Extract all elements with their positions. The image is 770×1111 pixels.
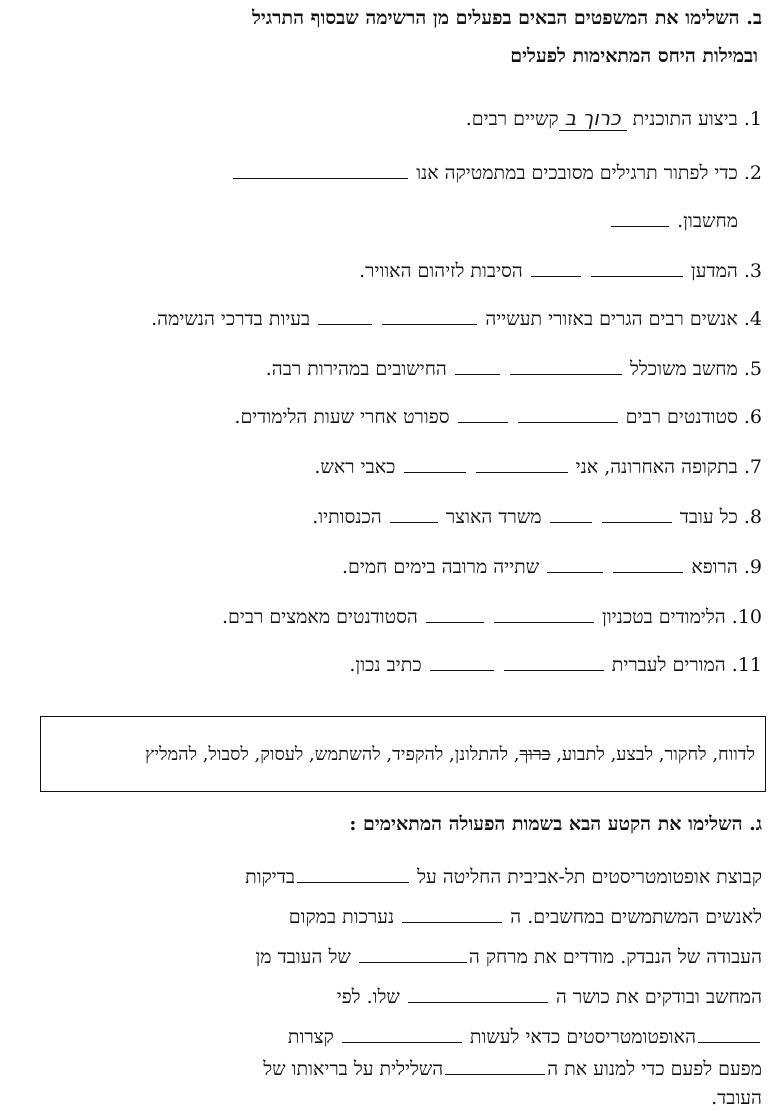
answer-blank[interactable] <box>233 160 408 179</box>
item-text: החישובים במהירות רבה. <box>265 358 447 380</box>
paragraph-line-5 <box>74 1024 762 1049</box>
answer-blank[interactable] <box>455 356 500 375</box>
handwritten-answer: כרוך ב <box>559 106 627 131</box>
answer-blank[interactable] <box>698 1024 760 1043</box>
item-text: סטודנטים רבים <box>625 406 738 428</box>
paragraph-line-1 <box>74 864 762 889</box>
answer-blank[interactable] <box>342 1024 462 1043</box>
answer-blank[interactable] <box>426 604 484 623</box>
answer-blank[interactable] <box>531 258 581 277</box>
paragraph-text: השלילית על בריאותו של <box>263 1058 444 1080</box>
exercise-item-8 <box>312 504 762 529</box>
answer-blank[interactable] <box>550 504 592 523</box>
answer-blank[interactable] <box>494 604 594 623</box>
item-text: ספורט אחרי שעות הלימודים. <box>234 406 450 428</box>
paragraph-text: קצרות <box>287 1026 334 1048</box>
exercise-item-2 <box>231 160 762 185</box>
crossed-out-word: כרוך <box>519 743 551 765</box>
answer-blank[interactable] <box>404 454 466 473</box>
answer-blank[interactable] <box>591 258 683 277</box>
paragraph-text: נערכות במקום <box>288 906 395 928</box>
exercise-item-9 <box>342 554 762 579</box>
item-text: אנשים רבים הגרים באזורי תעשייה <box>485 308 738 330</box>
item-text: הכנסותיו. <box>312 506 382 528</box>
paragraph-text: בדיקות <box>245 866 296 888</box>
paragraph-line-7 <box>74 1086 762 1110</box>
paragraph-line-3 <box>74 944 762 969</box>
exercise-item-7 <box>314 454 762 479</box>
answer-blank[interactable] <box>504 652 604 671</box>
answer-blank[interactable] <box>458 404 508 423</box>
item-text: בעיות בדרכי הנשימה. <box>151 308 311 330</box>
item-text: הרופא <box>691 556 738 578</box>
item-text: כל עובד <box>679 506 738 528</box>
exercise-item-10 <box>222 604 762 629</box>
item-number: 9. <box>743 556 762 578</box>
paragraph-text: העבודה של הנבדק. מודדים את מרחק ה <box>468 946 762 968</box>
paragraph-line-2 <box>74 904 762 929</box>
item-text: כאבי ראש. <box>314 456 396 478</box>
exercise-item-2-cont <box>609 208 738 233</box>
item-number: 7. <box>743 456 762 478</box>
answer-blank[interactable] <box>547 554 603 573</box>
item-text: בתקופה האחרונה, אני <box>575 456 738 478</box>
answer-blank[interactable] <box>518 404 618 423</box>
exercise-item-6 <box>234 404 762 429</box>
paragraph-text: מפעם לפעם כדי למנוע את ה <box>547 1058 762 1080</box>
item-text: המדען <box>690 260 738 282</box>
paragraph-text: קבוצת אופטומטריסטים תל-אביבית החליטה על <box>417 866 762 888</box>
paragraph-text: האופטומטריסטים כדאי לעשות <box>469 1026 696 1048</box>
item-text: הסיבות לזיהום האוויר. <box>359 260 523 282</box>
exercise-item-11 <box>349 652 762 677</box>
exercise-item-4 <box>151 306 762 331</box>
item-number: 8. <box>743 506 762 528</box>
paragraph-text: של העובד מן <box>255 946 351 968</box>
item-number: 3. <box>743 260 762 282</box>
answer-blank[interactable] <box>445 1056 545 1075</box>
answer-blank[interactable] <box>318 306 372 325</box>
word-bank-text: , להתלונן, להקפיד, להשתמש, לעסוק, לסבול, להמליץ <box>145 743 520 765</box>
item-text: קשיים רבים. <box>465 108 559 130</box>
item-number: 1. <box>743 108 762 130</box>
answer-blank[interactable] <box>613 554 683 573</box>
item-text: ביצוע התוכנית <box>632 108 738 130</box>
item-number: 5. <box>743 358 762 380</box>
answer-blank[interactable] <box>602 504 672 523</box>
item-text: משרד האוצר <box>445 506 542 528</box>
item-number: 6. <box>743 406 762 428</box>
answer-blank[interactable] <box>382 306 477 325</box>
paragraph-line-4 <box>74 984 762 1009</box>
answer-blank[interactable] <box>510 356 622 375</box>
answer-blank[interactable] <box>359 944 467 963</box>
answer-blank[interactable] <box>390 504 438 523</box>
exercise-item-3 <box>359 258 762 283</box>
word-bank-text: לדווח, לחקור, לבצע, לתבוע, <box>556 743 755 765</box>
section-b-heading-2: ובמילות היחס המתאימות לפעלים <box>510 45 758 67</box>
paragraph-text: המחשב ובודקים את כושר ה <box>555 986 762 1008</box>
item-number: 11. <box>731 654 762 676</box>
item-text: מחשב משוכלל <box>630 358 738 380</box>
item-number: 10. <box>731 606 762 628</box>
answer-blank[interactable] <box>611 208 669 227</box>
paragraph-text: שלו. לפי <box>336 986 400 1008</box>
word-bank-box <box>40 716 766 792</box>
item-number: 4. <box>743 308 762 330</box>
exercise-item-5 <box>266 356 762 381</box>
paragraph-line-6 <box>74 1056 762 1081</box>
item-text: כתיב נכון. <box>349 654 422 676</box>
item-text: הלימודים בטכניון <box>601 606 726 628</box>
paragraph-text: לאנשים המשתמשים במחשבים. ה <box>510 906 762 928</box>
answer-blank[interactable] <box>402 904 502 923</box>
exercise-item-1 <box>466 106 762 131</box>
item-text: שתייה מרובה בימים חמים. <box>341 556 540 578</box>
item-text: כדי לפתור תרגילים מסובכים במתמטיקה אנו <box>416 162 738 184</box>
answer-blank[interactable] <box>476 454 568 473</box>
answer-blank[interactable] <box>408 984 548 1003</box>
answer-blank[interactable] <box>430 652 494 671</box>
answer-blank[interactable] <box>297 864 409 883</box>
item-text: הסטודנטים מאמצים רבים. <box>221 606 418 628</box>
section-g-heading: ג. השלימו את הקטע הבא בשמות הפעולה המתאימים : <box>349 813 762 835</box>
section-b-heading-1: ב. השלימו את המשפטים הבאים בפעלים מן הרשימה שבסוף התרגיל <box>252 7 762 29</box>
item-number: 2. <box>743 162 762 184</box>
item-text: מחשבון. <box>677 210 738 232</box>
item-text: המורים לעברית <box>611 654 726 676</box>
paragraph-text: העובד. <box>711 1087 762 1109</box>
